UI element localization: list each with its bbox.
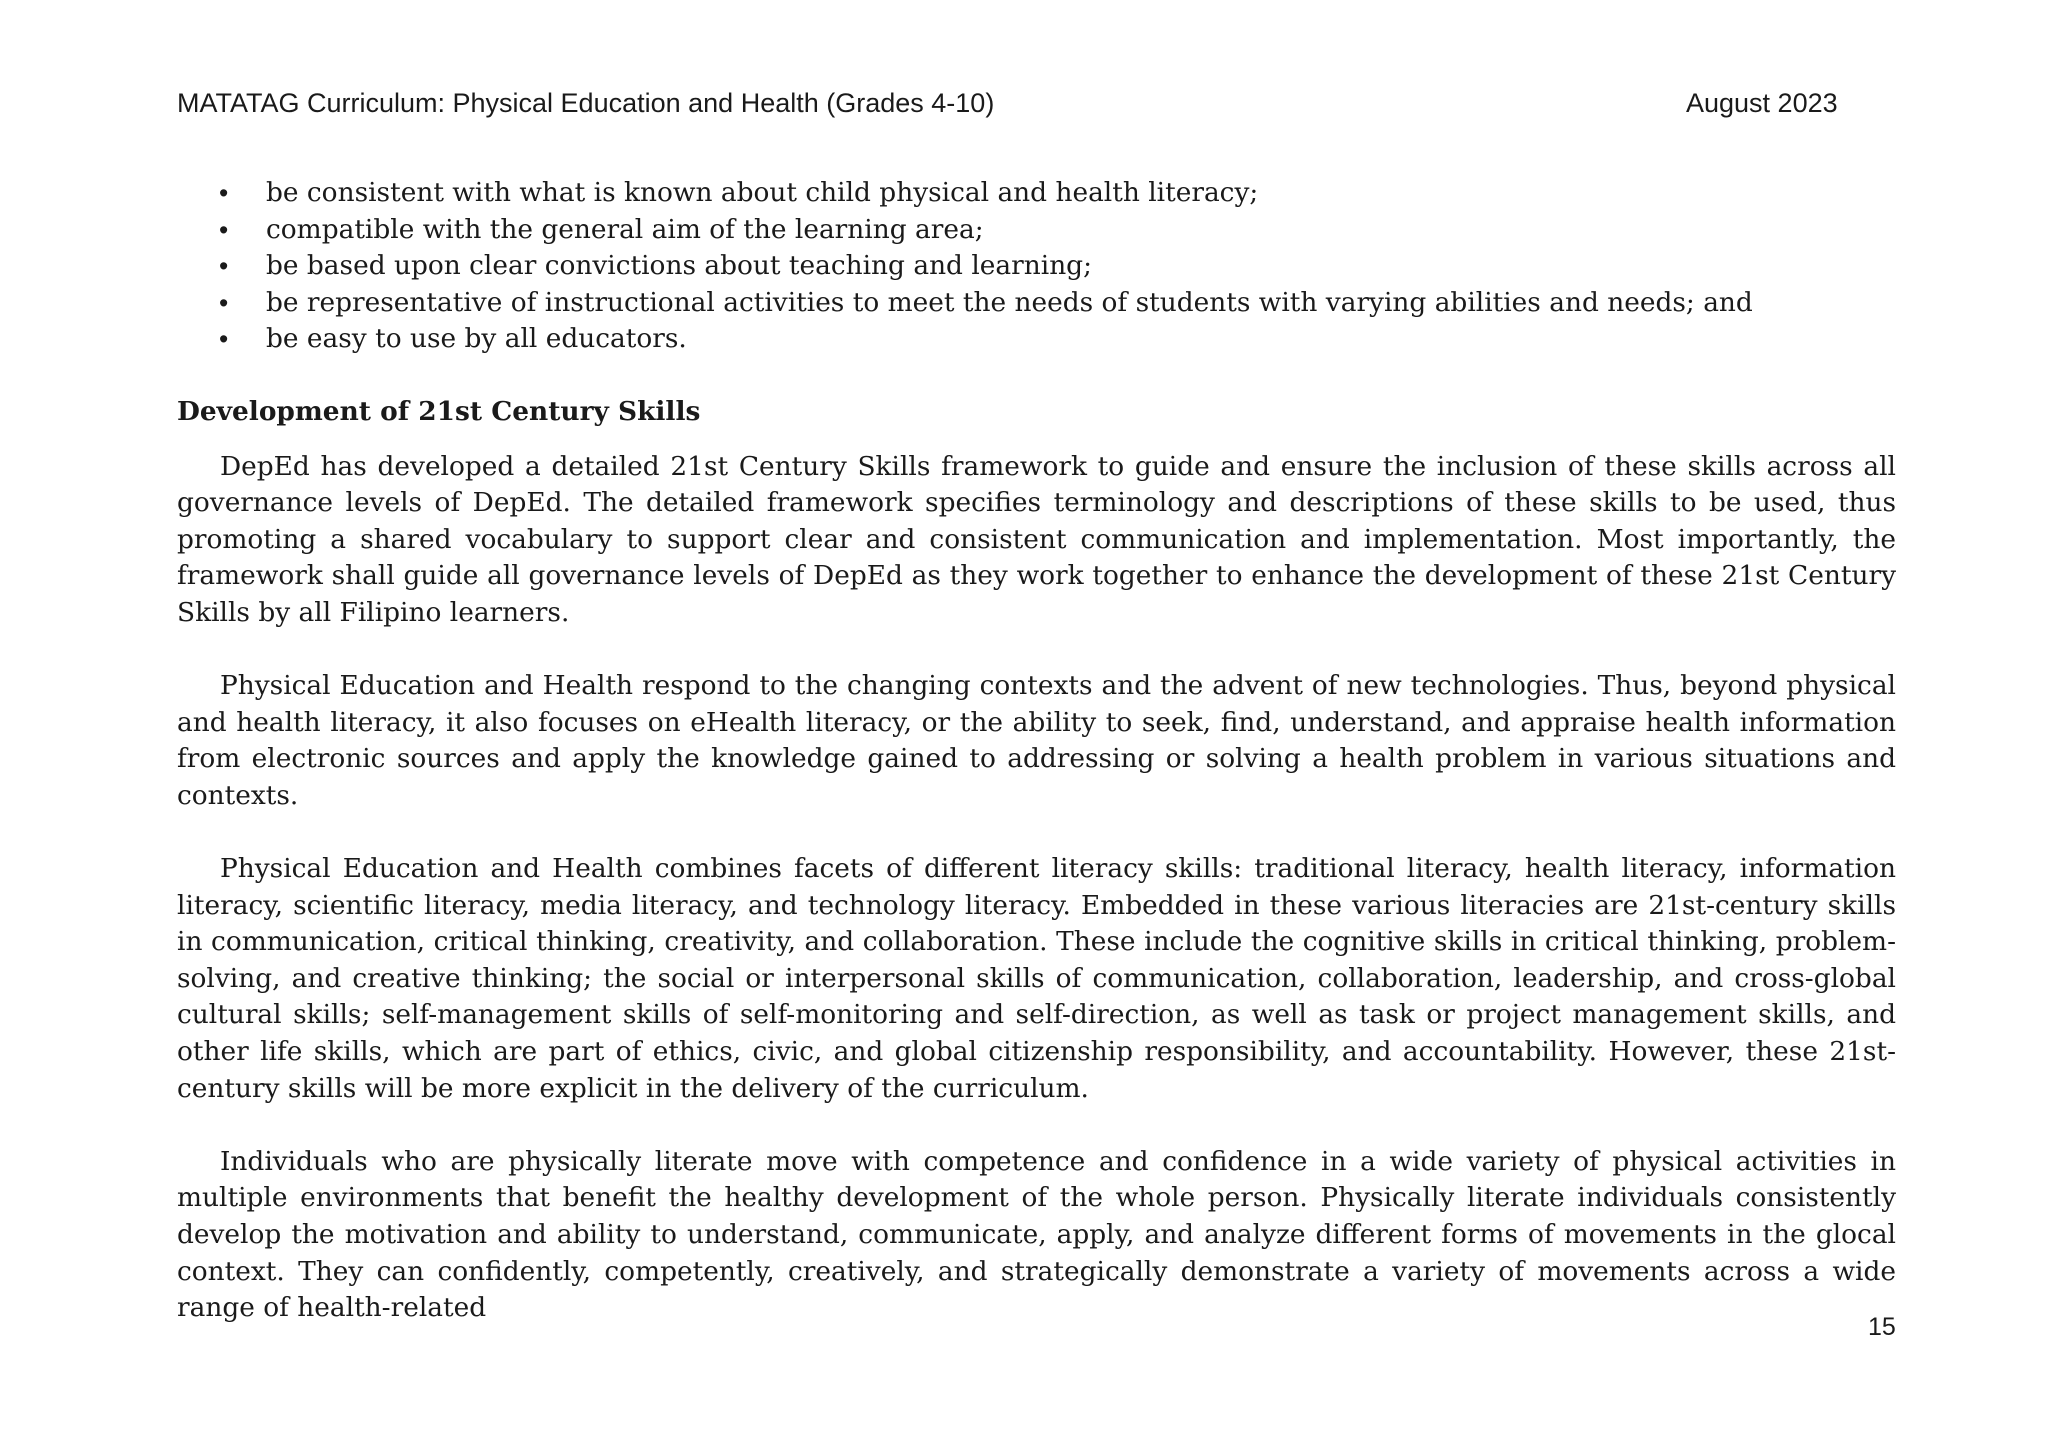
list-item <box>177 321 1896 358</box>
paragraph-literacy-skills: Physical Education and Health combines facets of different literacy skills: traditional literacy, health literacy, information literacy, scientific literacy, media literacy, and technology literacy. Embedded in these various literacies are 21st-century skills in communication, critical thinking, creativity, and collaboration. These include the cognitive skills in critical thinking, problem-solving, and creative thinking; the social or interpersonal skills of communication, collaboration, leadership, and cross-global cultural skills; self-management skills of self-monitoring and self-direction, as well as task or project management skills, and other life skills, which are part of ethics, civic, and global citizenship responsibility, and accountability. However, these 21st-century skills will be more explicit in the delivery of the curriculum. <box>177 853 1896 1104</box>
bullet-icon: • <box>219 214 229 245</box>
header-date: August 2023 <box>1686 88 1838 118</box>
list-item <box>177 212 1896 249</box>
document-body <box>177 175 1896 1327</box>
bullet-icon: • <box>219 251 229 282</box>
list-item-text: be consistent with what is known about child physical and health literacy; <box>266 177 1259 208</box>
page-number: 15 <box>1868 1313 1896 1341</box>
list-item-text: be representative of instructional activities to meet the needs of students with varying abilities and needs; and <box>266 286 1753 318</box>
paragraph-physically-literate: Individuals who are physically literate move with competence and confidence in a wide variety of physical activities in multiple environments that benefit the healthy development of the whole person. Physically literate individuals consistently develop the motivation and ability to understand, communicate, apply, and analyze different forms of movements in the glocal context. They can confidently, competently, creatively, and strategically demonstrate a variety of movements across a wide range of health-related <box>177 1145 1896 1324</box>
section-heading: Development of 21st Century Skills <box>177 395 701 427</box>
list-item <box>177 248 1896 285</box>
list-item-text: be easy to use by all educators. <box>266 323 687 355</box>
list-item <box>177 285 1896 322</box>
bullet-list <box>177 175 1896 358</box>
paragraph-ehealth-literacy: Physical Education and Health respond to the changing contexts and the advent of new technologies. Thus, beyond physical and health literacy, it also focuses on eHealth literacy, or the ability to seek, find, understand, and appraise health information from electronic sources and apply the knowledge gained to addressing or solving a health problem in various situations and contexts. <box>177 670 1896 811</box>
list-item <box>177 175 1896 212</box>
bullet-icon: • <box>219 324 229 355</box>
list-item-text: be based upon clear convictions about teaching and learning; <box>266 250 1092 282</box>
bullet-icon: • <box>219 287 229 318</box>
list-item-text: compatible with the general aim of the learning area; <box>266 213 984 245</box>
header-title: MATATAG Curriculum: Physical Education and Health (Grades 4-10) <box>177 88 995 118</box>
bullet-icon: • <box>219 178 229 208</box>
paragraph-21st-century-framework: DepEd has developed a detailed 21st Century Skills framework to guide and ensure the inclusion of these skills across all governance levels of DepEd. The detailed framework specifies terminology and descriptions of these skills to be used, thus promoting a shared vocabulary to support clear and consistent communication and implementation. Most importantly, the framework shall guide all governance levels of DepEd as they work together to enhance the development of these 21st Century Skills by all Filipino learners. <box>177 450 1896 628</box>
